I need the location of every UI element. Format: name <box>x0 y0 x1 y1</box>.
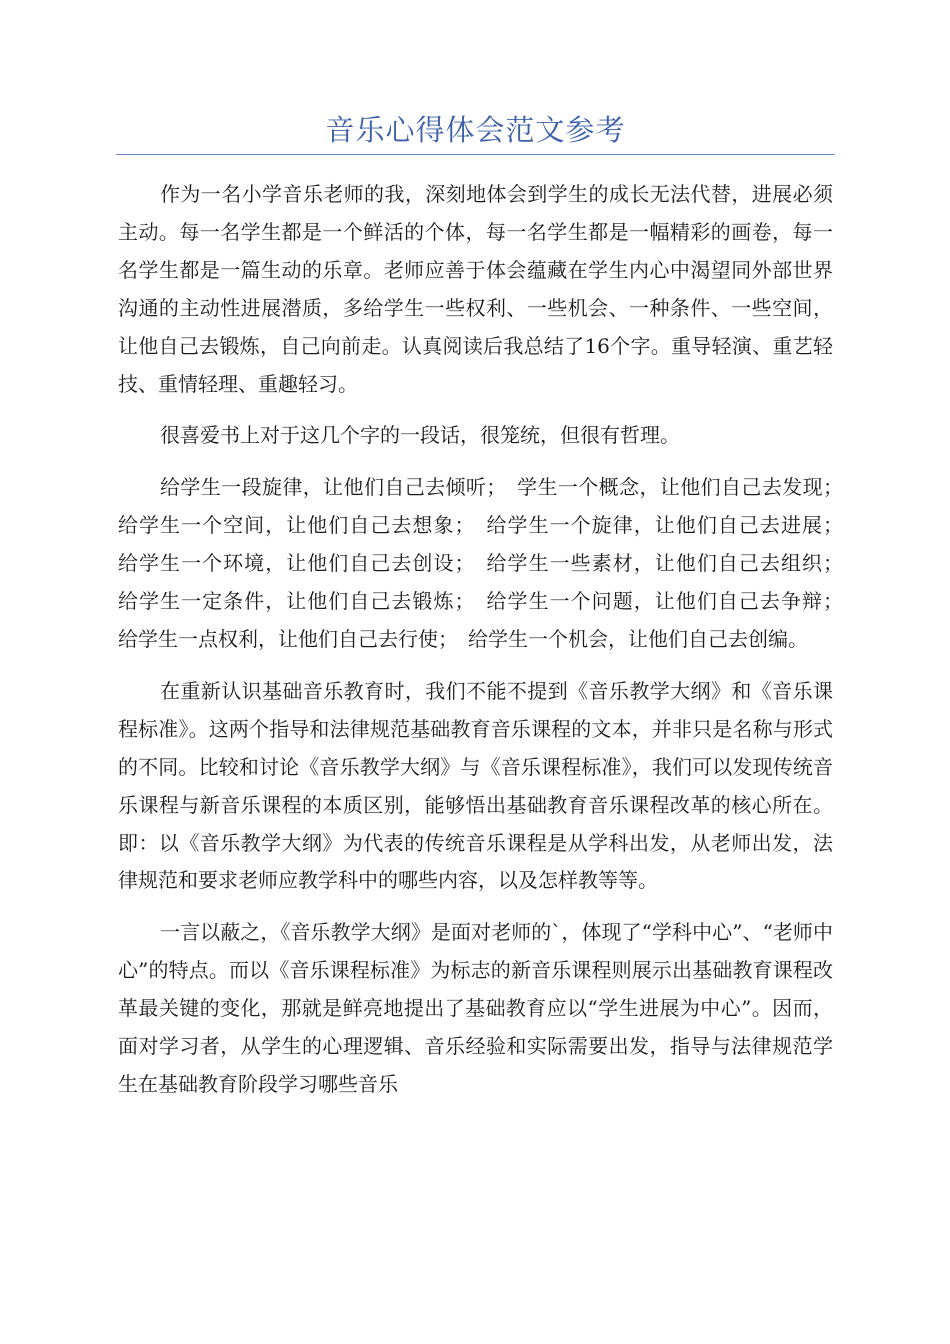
paragraph-4: 在重新认识基础音乐教育时，我们不能不提到《音乐教学大纲》和《音乐课程标准》。这两个指导和法律规范基础教育音乐课程的文本，并非只是名称与形式的不同。比较和讨论《音乐教学大纲》与《音乐课程标准》，我们可以发现传统音乐课程与新音乐课程的本质区别，能够悟出基础教育音乐课程改革的核心所在。即：以《音乐教学大纲》为代表的传统音乐课程是从学科出发，从老师出发，法律规范和要求老师应教学科中的哪些内容，以及怎样教等等。 <box>118 678 833 893</box>
document-title: 音乐心得体会范文参考 <box>325 113 626 147</box>
paragraph-2: 很喜爱书上对于这几个字的一段话，很笼统，但很有哲理。 <box>160 423 680 448</box>
title-underline <box>116 154 835 155</box>
paragraph-3: 给学生一段旋律，让他们自己去倾听； 学生一个概念，让他们自己去发现； 给学生一个空间，让他们自己去想象； 给学生一个旋律，让他们自己去进展； 给学生一个环境，让他们自己去创设； 给学生一些素材，让他们自己去组织； 给学生一定条件，让他们自己去锻炼； 给学生一个问题，让他们自己去争辩； 给学生一点权利，让他们自己去行使； 给学生一个机会，让他们自己去创编。 <box>118 475 853 651</box>
paragraph-5: 一言以蔽之，《音乐教学大纲》是面对老师的`，体现了“学科中心”、“老师中心”的特点。而以《音乐课程标准》为标志的新音乐课程则展示出基础教育课程改革最关键的变化，那就是鲜亮地提出了基础教育应以“学生进展为中心”。因而，面对学习者，从学生的心理逻辑、音乐经验和实际需要出发，指导与法律规范学生在基础教育阶段学习哪些音乐 <box>118 920 833 1096</box>
paragraph-1: 作为一名小学音乐老师的我，深刻地体会到学生的成长无法代替，进展必须主动。每一名学生都是一个鲜活的个体，每一名学生都是一幅精彩的画卷，每一名学生都是一篇生动的乐章。老师应善于体会蕴藏在学生内心中渴望同外部世界沟通的主动性进展潜质，多给学生一些权利、一些机会、一种条件、一些空间，让他自己去锻炼，自己向前走。认真阅读后我总结了16个字。重导轻演、重艺轻技、重情轻理、重趣轻习。 <box>118 182 833 396</box>
document-body <box>118 176 853 1118</box>
